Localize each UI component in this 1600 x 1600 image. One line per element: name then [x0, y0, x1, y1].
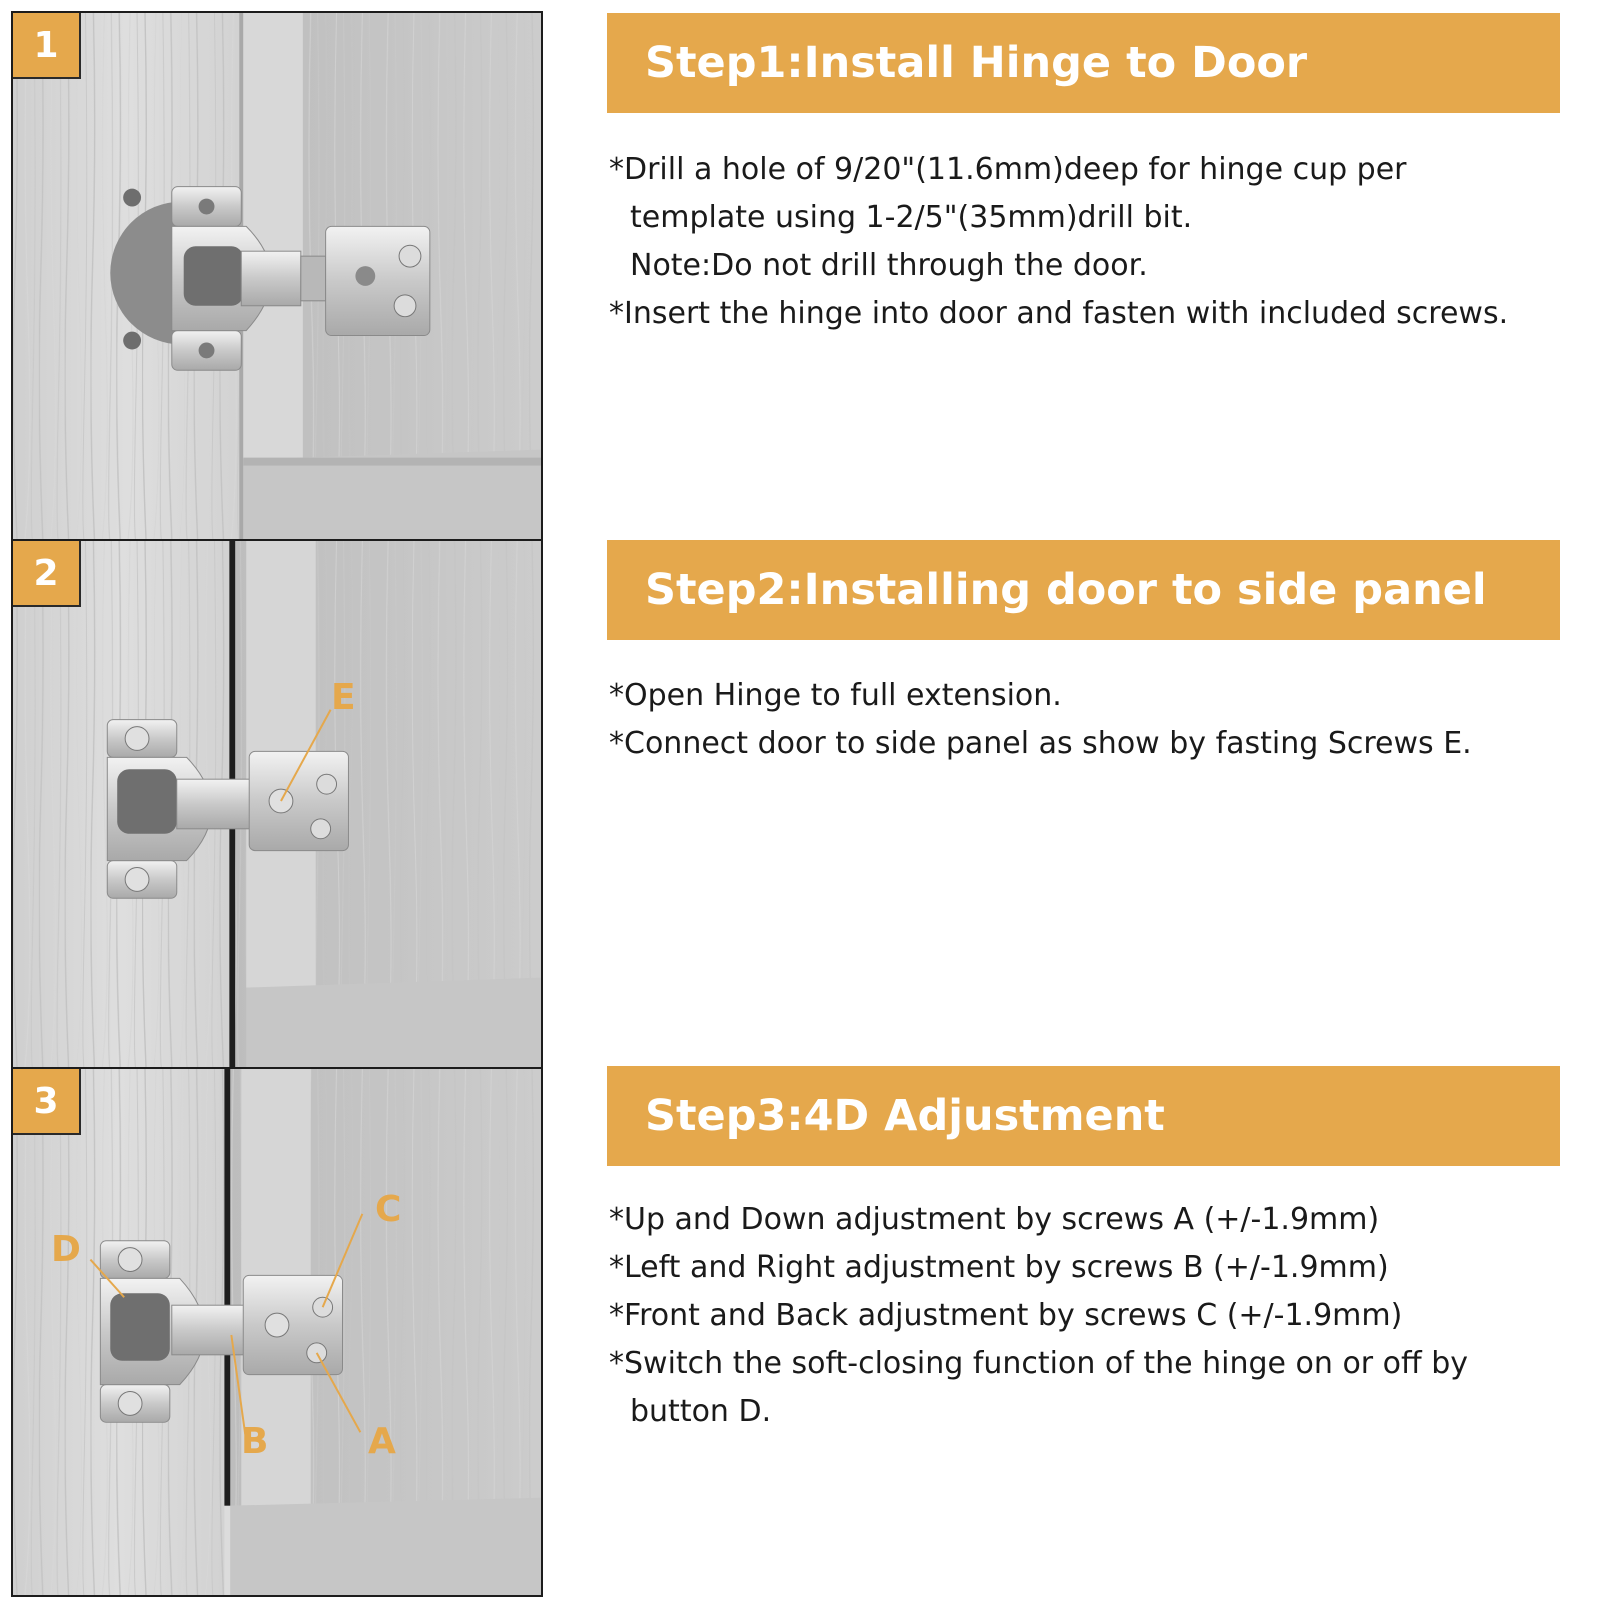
step3-title: Step3:4D Adjustment [607, 1066, 1560, 1166]
instruction-line: *Connect door to side panel as show by fasting Screws E. [609, 726, 1472, 761]
instruction-line: *Up and Down adjustment by screws A (+/-1.9mm) [609, 1202, 1380, 1237]
step-number-badge: 3 [13, 1069, 81, 1135]
instruction-line: *Left and Right adjustment by screws B (+/-1.9mm) [609, 1250, 1389, 1285]
step1-illustration [11, 11, 543, 541]
step2-instructions [609, 672, 1569, 768]
instruction-line: *Insert the hinge into door and fasten with included screws. [609, 296, 1509, 331]
step2-title: Step2:Installing door to side panel [607, 540, 1560, 640]
instruction-note: Note:Do not drill through the door. [630, 248, 1148, 283]
step1-title: Step1:Install Hinge to Door [607, 13, 1560, 113]
callout-d-label: D [51, 1229, 81, 1270]
step2-illustration [11, 539, 543, 1069]
door-to-side-panel-illustration [13, 541, 541, 1067]
step3-illustration [11, 1067, 543, 1597]
step-number-badge: 2 [13, 541, 81, 607]
step-number-badge: 1 [13, 13, 81, 79]
instruction-line: button D. [630, 1394, 772, 1429]
instruction-line: template using 1-2/5"(35mm)drill bit. [630, 200, 1193, 235]
callout-e-label: E [331, 677, 356, 718]
instruction-line: *Drill a hole of 9/20"(11.6mm)deep for hinge cup per [609, 152, 1407, 187]
instruction-line: *Switch the soft-closing function of the hinge on or off by [609, 1346, 1469, 1381]
hinge-on-door-illustration [13, 13, 541, 539]
callout-c-label: C [375, 1189, 402, 1230]
step3-instructions [609, 1196, 1569, 1436]
callout-a-label: A [368, 1421, 396, 1462]
instruction-line: *Front and Back adjustment by screws C (+/-1.9mm) [609, 1298, 1403, 1333]
step1-instructions [609, 146, 1569, 338]
instruction-line: *Open Hinge to full extension. [609, 678, 1062, 713]
callout-b-label: B [241, 1421, 269, 1462]
4d-adjustment-illustration [13, 1069, 541, 1595]
